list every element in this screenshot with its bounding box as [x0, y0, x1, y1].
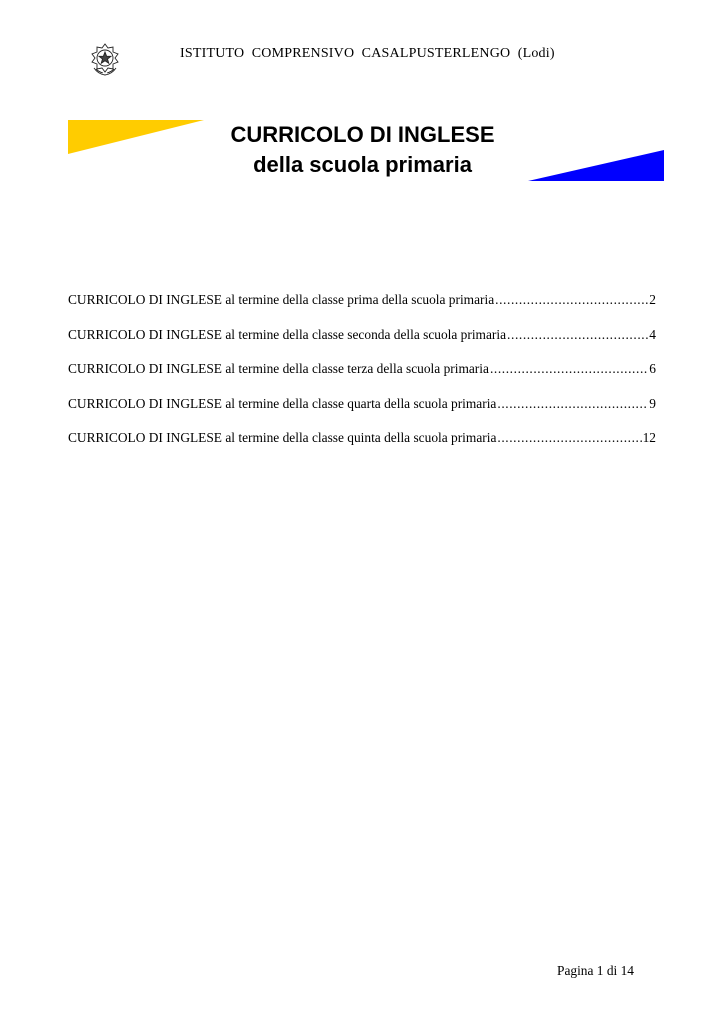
yellow-triangle-decoration [68, 120, 204, 154]
toc-entry-label: CURRICOLO DI INGLESE al termine della classe prima della scuola primaria [68, 292, 495, 307]
toc-dot-leader [497, 430, 641, 446]
document-title [200, 120, 525, 180]
blue-triangle-decoration [528, 150, 664, 181]
table-of-contents [68, 292, 656, 465]
toc-entry-label: CURRICOLO DI INGLESE al termine della classe terza della scuola primaria [68, 361, 489, 376]
toc-entry-label: CURRICOLO DI INGLESE al termine della classe quinta della scuola primaria [68, 430, 497, 445]
toc-entry[interactable] [68, 430, 656, 465]
italian-republic-emblem-icon [89, 42, 121, 76]
title-line-1: CURRICOLO DI INGLESE [230, 122, 495, 147]
page-number-footer: Pagina 1 di 14 [557, 963, 634, 978]
toc-dot-leader [507, 327, 648, 343]
toc-entry-page: 6 [649, 361, 656, 376]
toc-dot-leader [490, 361, 648, 377]
toc-entry[interactable] [68, 361, 656, 396]
toc-dot-leader [497, 396, 648, 412]
toc-entry-page: 12 [642, 430, 656, 445]
toc-entry[interactable] [68, 292, 656, 327]
toc-dot-leader [495, 292, 648, 308]
toc-entry-page: 9 [649, 395, 656, 411]
title-line-2: della scuola primaria [253, 152, 472, 177]
institute-header: ISTITUTO COMPRENSIVO CASALPUSTERLENGO (Lodi) [180, 46, 555, 61]
toc-entry-label: CURRICOLO DI INGLESE al termine della classe quarta della scuola primaria [68, 395, 497, 411]
toc-entry[interactable] [68, 327, 656, 362]
toc-entry-page: 4 [649, 326, 656, 342]
toc-entry[interactable] [68, 396, 656, 431]
toc-entry-page: 2 [649, 292, 656, 307]
toc-entry-label: CURRICOLO DI INGLESE al termine della classe seconda della scuola primaria [68, 326, 507, 342]
